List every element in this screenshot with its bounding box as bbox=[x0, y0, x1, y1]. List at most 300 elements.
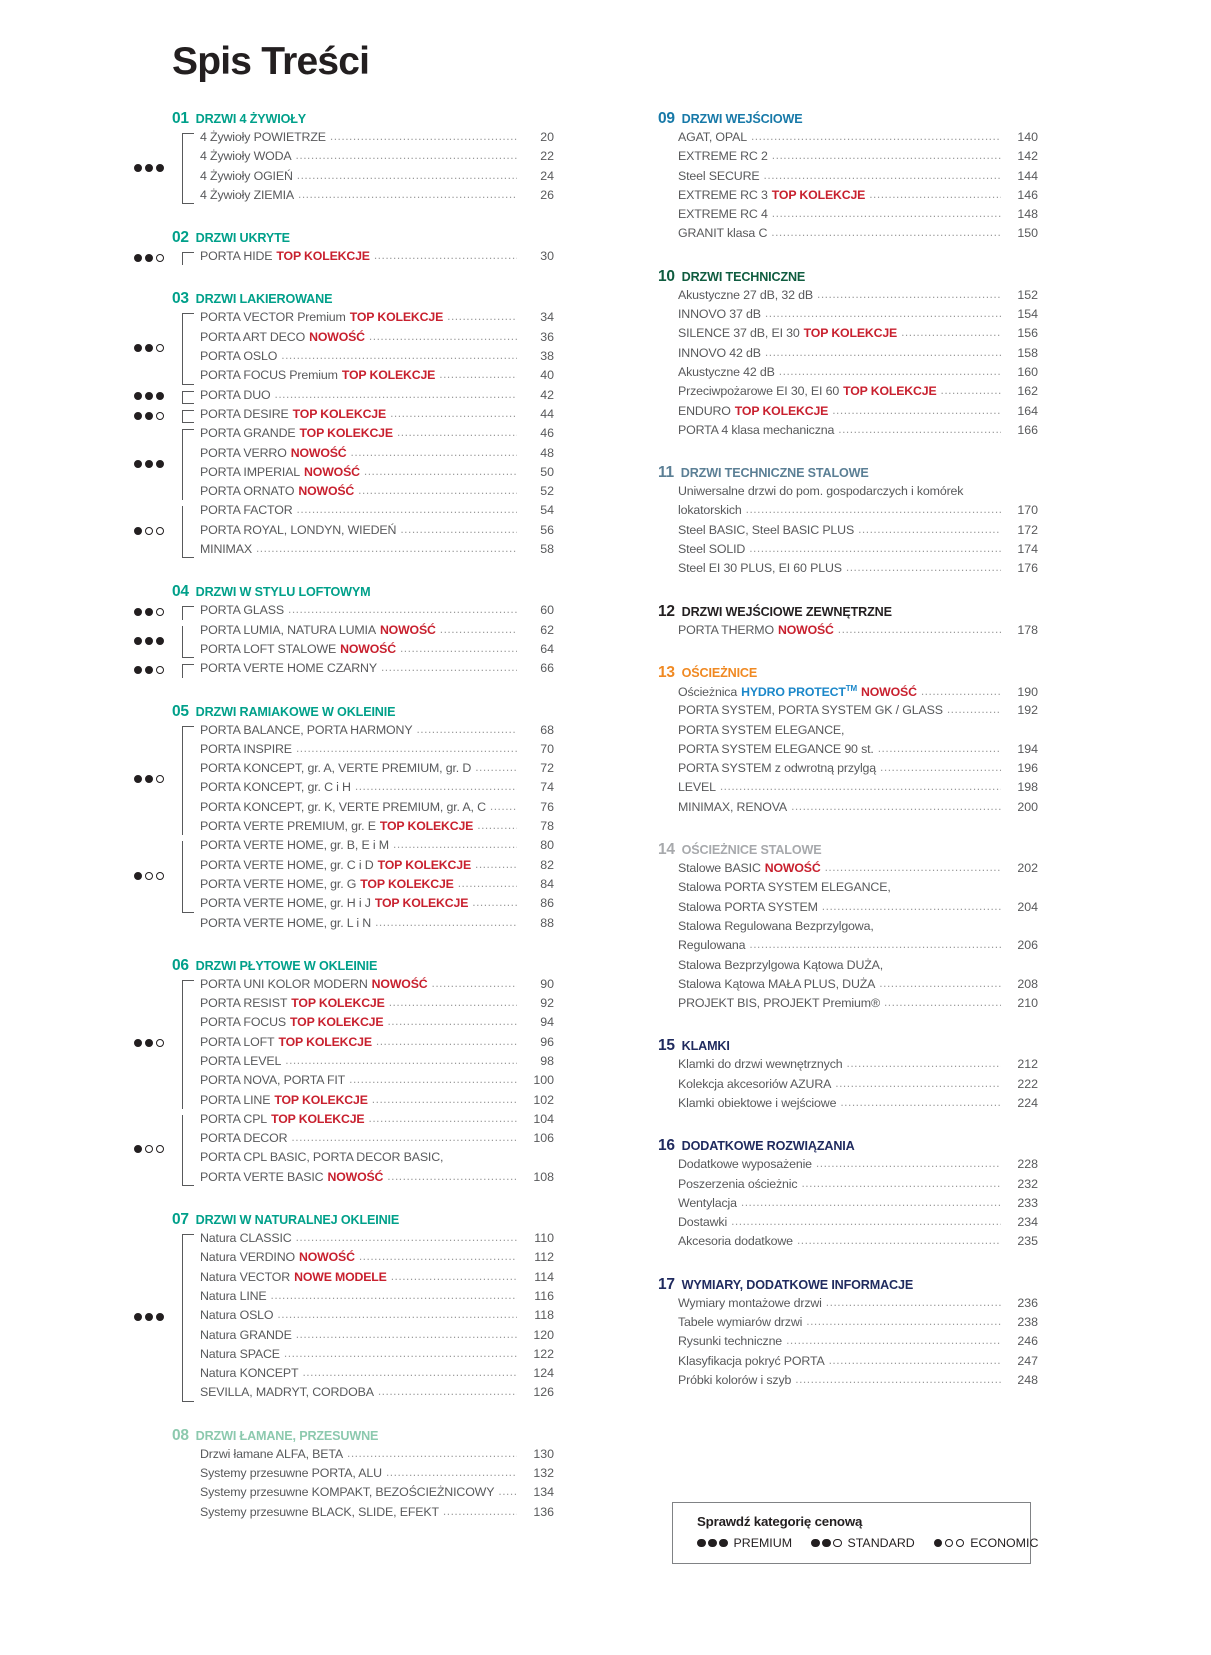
toc-entry[interactable] bbox=[648, 800, 1038, 819]
toc-section-header[interactable] bbox=[648, 1037, 1038, 1055]
toc-entry-label: AGAT, OPAL bbox=[678, 130, 747, 144]
toc-entry-label: Próbki kolorów i szyb bbox=[678, 1372, 792, 1387]
filled-dot-icon bbox=[156, 637, 164, 645]
toc-entry[interactable] bbox=[134, 858, 554, 877]
toc-entry[interactable] bbox=[134, 1347, 554, 1366]
toc-entry-label: PORTA LINE bbox=[200, 1092, 271, 1107]
filled-dot-icon bbox=[822, 1539, 831, 1548]
leader-dots bbox=[298, 188, 517, 200]
toc-entry[interactable] bbox=[134, 188, 554, 207]
toc-entry-label: PORTA FOCUS Premium bbox=[200, 368, 338, 383]
hollow-dot-icon bbox=[156, 608, 164, 616]
toc-entry[interactable] bbox=[134, 1015, 554, 1034]
leader-dots bbox=[376, 1035, 517, 1047]
toc-section-entries bbox=[648, 288, 1038, 442]
page-number: 130 bbox=[533, 1446, 554, 1461]
leader-dots bbox=[281, 349, 517, 361]
toc-entry[interactable] bbox=[648, 742, 1038, 761]
toc-entry[interactable] bbox=[648, 1234, 1038, 1253]
toc-entry[interactable] bbox=[134, 1054, 554, 1073]
group-bracket bbox=[182, 606, 193, 619]
group-bracket bbox=[182, 506, 193, 558]
leader-dots bbox=[349, 1073, 517, 1085]
toc-entry-label: Tabele wymiarów drzwi bbox=[678, 1315, 803, 1330]
toc-entry-label: PORTA UNI KOLOR MODERN bbox=[200, 976, 368, 991]
toc-section-entries bbox=[648, 861, 1038, 1015]
page-number: 235 bbox=[1017, 1234, 1038, 1249]
toc-section-title: DRZWI UKRYTE bbox=[195, 231, 290, 246]
leader-dots bbox=[400, 642, 517, 654]
page-number: 68 bbox=[540, 722, 554, 737]
filled-dot-icon bbox=[134, 775, 142, 783]
toc-entry-label: Uniwersalne drzwi do pom. gospodarczych i komórek bbox=[678, 484, 964, 499]
page-number: 158 bbox=[1017, 345, 1038, 360]
toc-entry-badge: TOP KOLEKCJE bbox=[299, 426, 393, 441]
leader-dots bbox=[477, 819, 517, 831]
leader-dots bbox=[751, 130, 1001, 142]
filled-dot-icon bbox=[145, 637, 153, 645]
toc-section-header[interactable] bbox=[648, 1276, 1038, 1294]
toc-section bbox=[134, 229, 554, 268]
toc-entry[interactable] bbox=[648, 1315, 1038, 1334]
toc-entry[interactable] bbox=[648, 423, 1038, 442]
toc-column-right bbox=[648, 110, 1038, 1392]
toc-section-header[interactable] bbox=[134, 583, 554, 601]
page-number: 246 bbox=[1017, 1334, 1038, 1349]
toc-entry-label: 4 Żywioły POWIETRZE bbox=[200, 130, 326, 144]
toc-entry[interactable] bbox=[134, 780, 554, 799]
price-category-dots bbox=[134, 392, 164, 400]
toc-entry[interactable] bbox=[134, 368, 554, 387]
page-number: 174 bbox=[1017, 542, 1038, 557]
price-category-dots bbox=[134, 666, 164, 674]
toc-entry[interactable] bbox=[134, 1073, 554, 1092]
page-number: 40 bbox=[540, 368, 554, 383]
toc-entry[interactable] bbox=[134, 800, 554, 819]
toc-entry[interactable] bbox=[648, 977, 1038, 996]
toc-section-header[interactable] bbox=[134, 1211, 554, 1229]
toc-entry[interactable] bbox=[648, 919, 1038, 938]
toc-entry[interactable] bbox=[648, 503, 1038, 522]
leader-dots bbox=[847, 1057, 1001, 1069]
page-number: 38 bbox=[540, 349, 554, 364]
toc-entry-label: PORTA LUMIA, NATURA LUMIA bbox=[200, 622, 376, 637]
filled-dot-icon bbox=[156, 164, 164, 172]
page-number: 172 bbox=[1017, 522, 1038, 537]
price-category-dots bbox=[134, 412, 164, 420]
toc-entry[interactable] bbox=[648, 542, 1038, 561]
toc-entry[interactable] bbox=[648, 130, 1038, 149]
toc-entry[interactable] bbox=[134, 723, 554, 742]
toc-entry[interactable] bbox=[134, 977, 554, 996]
leader-dots bbox=[416, 723, 517, 735]
toc-entry[interactable] bbox=[648, 684, 1038, 703]
toc-entry[interactable] bbox=[134, 603, 554, 622]
filled-dot-icon bbox=[134, 666, 142, 674]
toc-entry[interactable] bbox=[648, 288, 1038, 307]
leader-dots bbox=[858, 523, 1001, 535]
toc-entry[interactable] bbox=[134, 149, 554, 168]
toc-entry-label: Dostawki bbox=[678, 1215, 728, 1230]
toc-section-number: 14 bbox=[658, 841, 675, 859]
leader-dots bbox=[443, 1505, 517, 1517]
toc-entry[interactable] bbox=[134, 465, 554, 484]
page-number: 194 bbox=[1017, 741, 1038, 756]
toc-section-entries bbox=[134, 723, 554, 935]
legend-items bbox=[697, 1536, 1038, 1550]
toc-entry[interactable] bbox=[648, 1157, 1038, 1176]
toc-entry-label: lokatorskich bbox=[678, 503, 742, 518]
leader-dots bbox=[390, 407, 517, 419]
toc-entry-label: Systemy przesuwne KOMPAKT, BEZOŚCIEŻNICOWY bbox=[200, 1485, 495, 1500]
toc-entry[interactable] bbox=[134, 896, 554, 915]
page-number: 34 bbox=[540, 310, 554, 325]
toc-entry[interactable] bbox=[648, 623, 1038, 642]
page-number: 238 bbox=[1017, 1315, 1038, 1330]
toc-entry[interactable] bbox=[648, 1096, 1038, 1115]
toc-entry[interactable] bbox=[134, 446, 554, 465]
toc-entry[interactable] bbox=[134, 426, 554, 445]
toc-section-number: 11 bbox=[658, 464, 674, 482]
toc-entry-label: INNOVO 37 dB bbox=[678, 307, 761, 322]
legend-item-label: PREMIUM bbox=[733, 1536, 793, 1550]
toc-entry[interactable] bbox=[648, 326, 1038, 345]
toc-entry-brand-tag: HYDRO PROTECT™ bbox=[741, 683, 858, 700]
toc-entry[interactable] bbox=[648, 188, 1038, 207]
toc-entry[interactable] bbox=[648, 523, 1038, 542]
toc-section-entries bbox=[134, 130, 554, 207]
page-number: 106 bbox=[533, 1131, 554, 1146]
toc-section-header[interactable] bbox=[134, 229, 554, 247]
group-bracket bbox=[182, 726, 193, 836]
toc-section bbox=[648, 110, 1038, 246]
toc-entry-label: Stalowa Bezprzylgowa Kątowa DUŻA, bbox=[678, 957, 884, 972]
page-number: 46 bbox=[540, 426, 554, 441]
toc-entry-label: Natura VERDINO bbox=[200, 1250, 295, 1265]
toc-entry[interactable] bbox=[648, 1296, 1038, 1315]
toc-entry[interactable] bbox=[134, 388, 554, 407]
group-bracket bbox=[182, 664, 193, 677]
toc-entry[interactable] bbox=[134, 877, 554, 896]
toc-section-title: DRZWI RAMIAKOWE W OKLEINIE bbox=[195, 704, 396, 719]
toc-entry[interactable] bbox=[648, 346, 1038, 365]
toc-entry-label: PORTA KONCEPT, gr. C i H bbox=[200, 780, 351, 795]
toc-entry[interactable] bbox=[648, 1196, 1038, 1215]
toc-entry[interactable] bbox=[134, 542, 554, 561]
toc-entry[interactable] bbox=[134, 1328, 554, 1347]
toc-entry-label: PORTA DECOR bbox=[200, 1131, 288, 1146]
toc-entry[interactable] bbox=[648, 880, 1038, 899]
toc-entry[interactable] bbox=[134, 523, 554, 542]
toc-section-entries bbox=[648, 684, 1038, 819]
toc-entry[interactable] bbox=[134, 249, 554, 268]
section-spacer bbox=[134, 681, 554, 703]
toc-entry[interactable] bbox=[134, 761, 554, 780]
page-number: 72 bbox=[540, 761, 554, 776]
toc-entry-badge: TOP KOLEKCJE bbox=[292, 406, 387, 421]
toc-entry[interactable] bbox=[134, 503, 554, 522]
page-number: 62 bbox=[540, 622, 554, 637]
toc-section-entries bbox=[648, 484, 1038, 580]
page-number: 233 bbox=[1017, 1195, 1038, 1210]
leader-dots bbox=[296, 1328, 517, 1340]
toc-section-header[interactable] bbox=[134, 290, 554, 308]
toc-entry[interactable] bbox=[648, 404, 1038, 423]
price-category-dots bbox=[134, 1145, 164, 1153]
page-number: 22 bbox=[540, 149, 554, 164]
toc-entry[interactable] bbox=[134, 819, 554, 838]
toc-section-header[interactable] bbox=[134, 1427, 554, 1445]
toc-entry[interactable] bbox=[134, 1447, 554, 1466]
toc-entry-badge: NOWOŚĆ bbox=[299, 1250, 355, 1265]
filled-dot-icon bbox=[708, 1539, 717, 1548]
toc-entry[interactable] bbox=[648, 365, 1038, 384]
toc-section-header[interactable] bbox=[648, 603, 1038, 621]
toc-entry[interactable] bbox=[648, 149, 1038, 168]
filled-dot-icon bbox=[134, 527, 142, 535]
toc-section-header[interactable] bbox=[648, 268, 1038, 286]
price-category-dots bbox=[697, 1539, 728, 1548]
toc-section bbox=[134, 110, 554, 207]
toc-entry-label: PORTA OSLO bbox=[200, 349, 278, 364]
page-number: 86 bbox=[540, 896, 554, 911]
toc-entry[interactable] bbox=[648, 207, 1038, 226]
toc-entry[interactable] bbox=[648, 861, 1038, 880]
toc-entry[interactable] bbox=[648, 703, 1038, 722]
toc-entry-label: Natura VECTOR bbox=[200, 1269, 291, 1284]
page-number: 102 bbox=[533, 1092, 554, 1107]
toc-section-header[interactable] bbox=[648, 464, 1038, 482]
page-number: 92 bbox=[540, 996, 554, 1011]
toc-entry[interactable] bbox=[134, 1366, 554, 1385]
page-number: 212 bbox=[1017, 1057, 1038, 1072]
leader-dots bbox=[472, 896, 517, 908]
page-number: 24 bbox=[540, 168, 554, 183]
toc-entry[interactable] bbox=[648, 1057, 1038, 1076]
leader-dots bbox=[378, 1385, 517, 1397]
toc-entry[interactable] bbox=[134, 1270, 554, 1289]
toc-section-header[interactable] bbox=[648, 664, 1038, 682]
toc-entry[interactable] bbox=[134, 1231, 554, 1250]
toc-section-number: 10 bbox=[658, 267, 675, 285]
page-number: 202 bbox=[1017, 861, 1038, 876]
toc-entry-label: LEVEL bbox=[678, 780, 716, 795]
toc-section-number: 06 bbox=[172, 956, 189, 974]
toc-entry-badge: TOP KOLEKCJE bbox=[843, 384, 937, 399]
toc-entry[interactable] bbox=[648, 958, 1038, 977]
toc-section-header[interactable] bbox=[648, 110, 1038, 128]
toc-entry-label: Akcesoria dodatkowe bbox=[678, 1234, 793, 1249]
toc-entry-label: MINIMAX bbox=[200, 542, 252, 557]
page-number: 90 bbox=[540, 976, 554, 991]
toc-entry[interactable] bbox=[134, 642, 554, 661]
filled-dot-icon bbox=[145, 460, 153, 468]
toc-entry[interactable] bbox=[648, 761, 1038, 780]
leader-dots bbox=[368, 1112, 517, 1124]
toc-entry[interactable] bbox=[648, 1177, 1038, 1196]
toc-entry[interactable] bbox=[134, 330, 554, 349]
leader-dots bbox=[440, 623, 517, 635]
filled-dot-icon bbox=[811, 1539, 820, 1548]
toc-entry-label: PORTA ORNATO bbox=[200, 484, 295, 499]
leader-dots bbox=[772, 149, 1001, 161]
toc-entry[interactable] bbox=[648, 723, 1038, 742]
toc-section-number: 15 bbox=[658, 1037, 675, 1055]
toc-section-number: 09 bbox=[658, 110, 675, 127]
leader-dots bbox=[880, 761, 1001, 773]
page-number: 44 bbox=[540, 406, 554, 421]
toc-entry[interactable] bbox=[134, 623, 554, 642]
filled-dot-icon bbox=[145, 392, 153, 400]
toc-entry[interactable] bbox=[134, 1385, 554, 1404]
toc-entry-label: Natura GRANDE bbox=[200, 1327, 292, 1342]
toc-section-number: 01 bbox=[172, 110, 189, 127]
leader-dots bbox=[387, 1015, 517, 1027]
toc-entry-label: PORTA IMPERIAL bbox=[200, 464, 301, 479]
page-number: 110 bbox=[534, 1231, 554, 1246]
toc-entry[interactable] bbox=[648, 900, 1038, 919]
price-category-dots bbox=[134, 164, 164, 172]
toc-entry-label: Natura SPACE bbox=[200, 1346, 280, 1361]
toc-entry-badge: TOP KOLEKCJE bbox=[290, 1015, 384, 1030]
toc-entry[interactable] bbox=[134, 742, 554, 761]
toc-entry[interactable] bbox=[134, 407, 554, 426]
leader-dots bbox=[297, 169, 517, 181]
leader-dots bbox=[829, 1354, 1001, 1366]
hollow-dot-icon bbox=[145, 527, 153, 535]
toc-entry-badge: NOWOŚĆ bbox=[340, 641, 396, 656]
toc-entry-label: PORTA VERTE HOME, gr. B, E i M bbox=[200, 838, 389, 853]
toc-section-header[interactable] bbox=[648, 1137, 1038, 1155]
toc-entry-label: PORTA FACTOR bbox=[200, 503, 293, 518]
toc-section-entries bbox=[648, 130, 1038, 246]
toc-entry[interactable] bbox=[134, 916, 554, 935]
toc-entry-label: Steel BASIC, Steel BASIC PLUS bbox=[678, 522, 855, 537]
toc-entry-label: Stalowa Regulowana Bezprzylgowa, bbox=[678, 918, 874, 933]
page-number: 148 bbox=[1017, 207, 1038, 222]
page-number: 210 bbox=[1017, 996, 1038, 1011]
toc-entry[interactable] bbox=[134, 1485, 554, 1504]
toc-entry-badge: NOWOŚĆ bbox=[304, 464, 360, 479]
toc-entry[interactable] bbox=[134, 1250, 554, 1269]
page-number: 78 bbox=[540, 819, 554, 834]
toc-entry-badge: NOWOŚĆ bbox=[290, 445, 347, 460]
toc-entry[interactable] bbox=[134, 1093, 554, 1112]
page-number: 74 bbox=[540, 780, 554, 795]
hollow-dot-icon bbox=[156, 344, 164, 352]
toc-entry[interactable] bbox=[648, 1334, 1038, 1353]
filled-dot-icon bbox=[145, 344, 153, 352]
toc-entry[interactable] bbox=[648, 938, 1038, 957]
toc-section-header[interactable] bbox=[648, 841, 1038, 859]
page-number: 124 bbox=[533, 1366, 554, 1381]
toc-entry-label: Akustyczne 42 dB bbox=[678, 364, 775, 379]
leader-dots bbox=[330, 130, 517, 142]
toc-entry[interactable] bbox=[134, 1035, 554, 1054]
filled-dot-icon bbox=[134, 637, 142, 645]
toc-entry[interactable] bbox=[134, 484, 554, 503]
toc-entry[interactable] bbox=[134, 349, 554, 368]
price-category-dots bbox=[134, 608, 164, 616]
toc-entry-label: Natura OSLO bbox=[200, 1308, 274, 1323]
toc-section-header[interactable] bbox=[134, 957, 554, 975]
page-number: 166 bbox=[1017, 422, 1038, 437]
toc-entry-label: 4 Żywioły WODA bbox=[200, 149, 292, 164]
toc-entry[interactable] bbox=[134, 1131, 554, 1150]
toc-entry[interactable] bbox=[134, 838, 554, 857]
section-spacer bbox=[648, 246, 1038, 268]
toc-entry[interactable] bbox=[648, 307, 1038, 326]
toc-entry-label: Natura LINE bbox=[200, 1288, 267, 1303]
toc-entry[interactable] bbox=[134, 169, 554, 188]
toc-entry[interactable] bbox=[648, 996, 1038, 1015]
leader-dots bbox=[387, 1170, 517, 1182]
toc-entry[interactable] bbox=[134, 1466, 554, 1485]
leader-dots bbox=[817, 288, 1001, 300]
page-number: 58 bbox=[540, 542, 554, 557]
toc-entry[interactable] bbox=[648, 384, 1038, 403]
page-number: 60 bbox=[540, 603, 554, 618]
leader-dots bbox=[791, 800, 1001, 812]
toc-section-header[interactable] bbox=[134, 703, 554, 721]
toc-entry[interactable] bbox=[648, 1215, 1038, 1234]
toc-entry[interactable] bbox=[648, 1354, 1038, 1373]
toc-entry-label: Natura CLASSIC bbox=[200, 1231, 292, 1246]
toc-entry[interactable] bbox=[134, 310, 554, 329]
toc-entry[interactable] bbox=[648, 484, 1038, 503]
toc-entry[interactable] bbox=[648, 169, 1038, 188]
leader-dots bbox=[291, 1131, 517, 1143]
toc-entry[interactable] bbox=[134, 1289, 554, 1308]
leader-dots bbox=[490, 800, 517, 812]
section-spacer bbox=[134, 207, 554, 229]
toc-entry-label: PORTA GRANDE bbox=[200, 426, 296, 441]
toc-entry[interactable] bbox=[134, 1505, 554, 1524]
filled-dot-icon bbox=[134, 392, 142, 400]
page-number: 30 bbox=[540, 249, 554, 264]
toc-entry-label: PORTA VERTE HOME, gr. L i N bbox=[200, 915, 372, 930]
toc-entry[interactable] bbox=[648, 226, 1038, 245]
toc-entry[interactable] bbox=[134, 996, 554, 1015]
toc-entry[interactable] bbox=[134, 1112, 554, 1131]
group-bracket bbox=[182, 626, 193, 659]
toc-entry[interactable] bbox=[134, 130, 554, 149]
section-spacer bbox=[134, 1189, 554, 1211]
hollow-dot-icon bbox=[156, 1145, 164, 1153]
toc-section-header[interactable] bbox=[134, 110, 554, 128]
leader-dots bbox=[375, 916, 517, 928]
hollow-dot-icon bbox=[156, 1039, 164, 1047]
toc-entry[interactable] bbox=[648, 780, 1038, 799]
toc-section bbox=[648, 603, 1038, 642]
leader-dots bbox=[749, 542, 1001, 554]
toc-section-entries bbox=[648, 1057, 1038, 1115]
toc-entry[interactable] bbox=[648, 561, 1038, 580]
page-number: 70 bbox=[540, 741, 554, 756]
toc-entry[interactable] bbox=[648, 1373, 1038, 1392]
legend-item-label: STANDARD bbox=[847, 1536, 915, 1550]
section-spacer bbox=[648, 581, 1038, 603]
toc-entry[interactable] bbox=[134, 1308, 554, 1327]
filled-dot-icon bbox=[145, 775, 153, 783]
section-spacer bbox=[648, 642, 1038, 664]
toc-entry[interactable] bbox=[134, 661, 554, 680]
toc-entry-label: PORTA SYSTEM ELEGANCE 90 st. bbox=[678, 741, 874, 756]
toc-entry[interactable] bbox=[134, 1170, 554, 1189]
toc-entry[interactable] bbox=[648, 1077, 1038, 1096]
toc-entry[interactable] bbox=[134, 1150, 554, 1169]
leader-dots bbox=[271, 1289, 517, 1301]
